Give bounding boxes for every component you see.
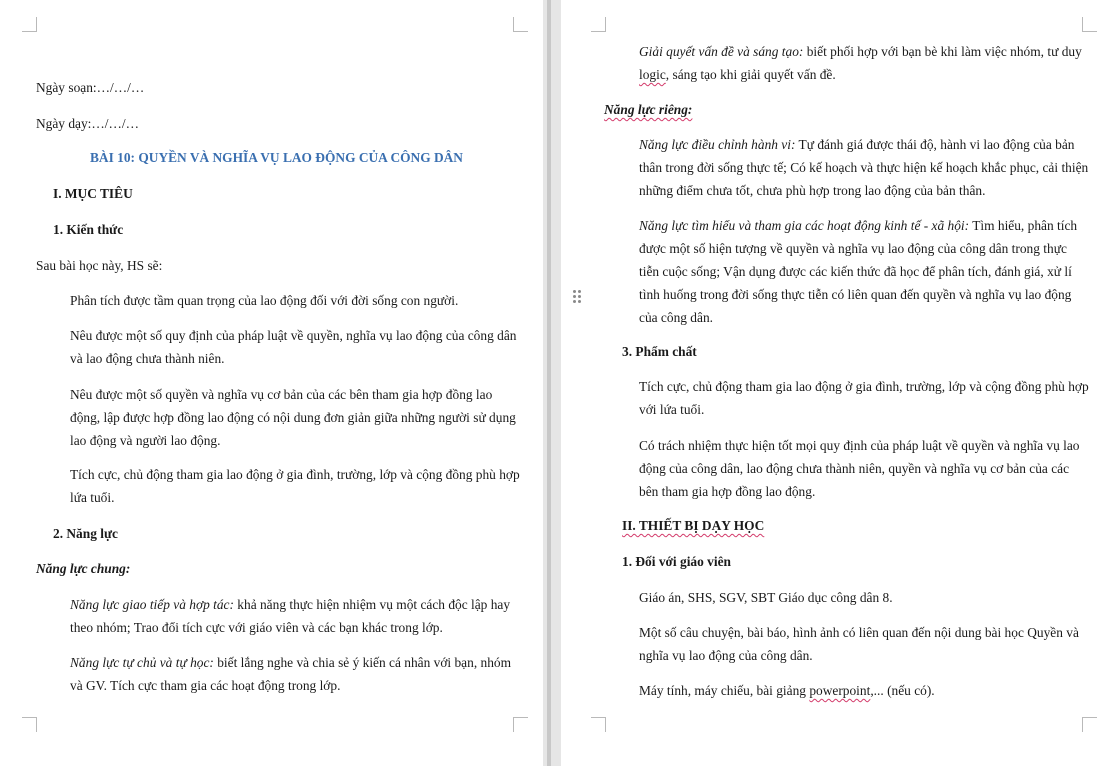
competence-text: , sáng tạo khi giải quyết vấn đề.: [665, 67, 836, 82]
teacher-item-2: Một số câu chuyện, bài báo, hình ảnh có liên quan đến nội dung bài học Quyền và nghĩa vụ lao động của công dân.: [639, 625, 1079, 663]
competence-text: biết lắng nghe và chia sẻ ý kiến cá nhân với bạn, nhóm và GV. Tích cực tham gia các hoạt động trong lớp.: [70, 655, 512, 693]
spellcheck-word: powerpoint: [809, 683, 871, 698]
document-page-right: [561, 0, 1110, 766]
general-competence-1: [70, 593, 520, 639]
spellcheck-word: logic: [639, 67, 666, 82]
heading-qualities: 3. Phẩm chất: [622, 344, 697, 359]
knowledge-item-1: Phân tích được tầm quan trọng của lao động đối với đời sống con người.: [70, 293, 459, 308]
intro-text: Sau bài học này, HS sẽ:: [36, 258, 163, 273]
corner-mark-top-left: [591, 17, 606, 32]
problem-solving-competence: [639, 40, 1089, 86]
lesson-title: BÀI 10: QUYỀN VÀ NGHĨA VỤ LAO ĐỘNG CỦA CÔNG DÂN: [90, 150, 463, 165]
teacher-item-3: [639, 679, 1089, 702]
quality-item-1: Tích cực, chủ động tham gia lao động ở gia đình, trường, lớp và cộng đồng phù hợp với lứa tuổi.: [639, 379, 1089, 417]
quality-item-2: Có trách nhiệm thực hiện tốt mọi quy định của pháp luật về quyền và nghĩa vụ lao động của công dân, lao động chưa thành niên, quyền và nghĩa vụ cơ bản của các bên tham gia hợp đồng lao động.: [639, 438, 1080, 499]
competence-label: Năng lực tìm hiểu và tham gia các hoạt động kinh tế - xã hội:: [639, 218, 970, 233]
general-competence-2: [70, 651, 520, 697]
corner-mark-top-right: [513, 17, 528, 32]
heading-knowledge: 1. Kiến thức: [53, 222, 124, 237]
drag-handle-icon[interactable]: [573, 290, 581, 304]
corner-mark-bottom-right: [513, 717, 528, 732]
gutter-divider: [547, 0, 551, 766]
competence-text: Tự đánh giá được thái độ, hành vi lao động của bản thân trong đời sống thực tế; Có kế hoạch và thực hiện kế hoạch khắc phục, cải thiện những điểm chưa tốt, chưa phù hợp trong lao động của bản thân.: [639, 137, 1089, 198]
corner-mark-bottom-left: [22, 717, 37, 732]
heading-text: Năng lực riêng:: [604, 102, 693, 117]
heading-objectives: I. MỤC TIÊU: [53, 186, 133, 201]
corner-mark-bottom-left: [591, 717, 606, 732]
heading-specific-competence: [604, 98, 692, 121]
document-page-left: [0, 0, 543, 766]
item-text: ,... (nếu có).: [870, 683, 935, 698]
competence-text: biết phối hợp với bạn bè khi làm việc nhóm, tư duy: [803, 44, 1082, 59]
teacher-item-1: Giáo án, SHS, SGV, SBT Giáo dục công dân 8.: [639, 590, 893, 605]
competence-label: Năng lực giao tiếp và hợp tác:: [70, 597, 234, 612]
knowledge-item-3: Nêu được một số quyền và nghĩa vụ cơ bản của các bên tham gia hợp đồng lao động, lập được hợp đồng lao động có nội dung đơn giản giữa những người sử dụng lao động và người lao động.: [70, 387, 516, 448]
heading-general-competence: Năng lực chung:: [36, 561, 131, 576]
item-text: Máy tính, máy chiếu, bài giảng: [639, 683, 810, 698]
competence-text: Tìm hiểu, phân tích được một số hiện tượng về quyền và nghĩa vụ lao động của công dân trong thực tiễn cuộc sống; Vận dụng được các kiến thức đã học để phân tích, đánh giá, xử lí tình huống trong đời sống thực tiễn có liên quan đến quyền và nghĩa vụ lao động của công dân.: [639, 218, 1078, 325]
competence-label: Năng lực điều chỉnh hành vi:: [639, 137, 796, 152]
corner-mark-top-right: [1082, 17, 1097, 32]
specific-competence-2: [639, 214, 1089, 329]
heading-equipment: [622, 514, 764, 537]
competence-label: Giải quyết vấn đề và sáng tạo:: [639, 44, 804, 59]
knowledge-item-4: Tích cực, chủ động tham gia lao động ở gia đình, trường, lớp và cộng đồng phù hợp lứa tuổi.: [70, 467, 520, 505]
heading-for-teacher: 1. Đối với giáo viên: [622, 554, 731, 569]
heading-text: II. THIẾT BỊ DẠY HỌC: [622, 518, 765, 533]
knowledge-item-2: Nêu được một số quy định của pháp luật về quyền, nghĩa vụ lao động của công dân và lao động chưa thành niên.: [70, 328, 517, 366]
corner-mark-top-left: [22, 17, 37, 32]
page-gutter: [543, 0, 561, 766]
competence-label: Năng lực tự chủ và tự học:: [70, 655, 214, 670]
corner-mark-bottom-right: [1082, 717, 1097, 732]
date-taught: Ngày dạy:…/…/…: [36, 116, 140, 131]
date-prepared: Ngày soạn:…/…/…: [36, 80, 145, 95]
specific-competence-1: [639, 133, 1089, 202]
competence-text: khả năng thực hiện nhiệm vụ một cách độc lập hay theo nhóm; Trao đổi tích cực với giáo viên và các bạn khác trong lớp.: [70, 597, 511, 635]
heading-competence: 2. Năng lực: [53, 526, 118, 541]
